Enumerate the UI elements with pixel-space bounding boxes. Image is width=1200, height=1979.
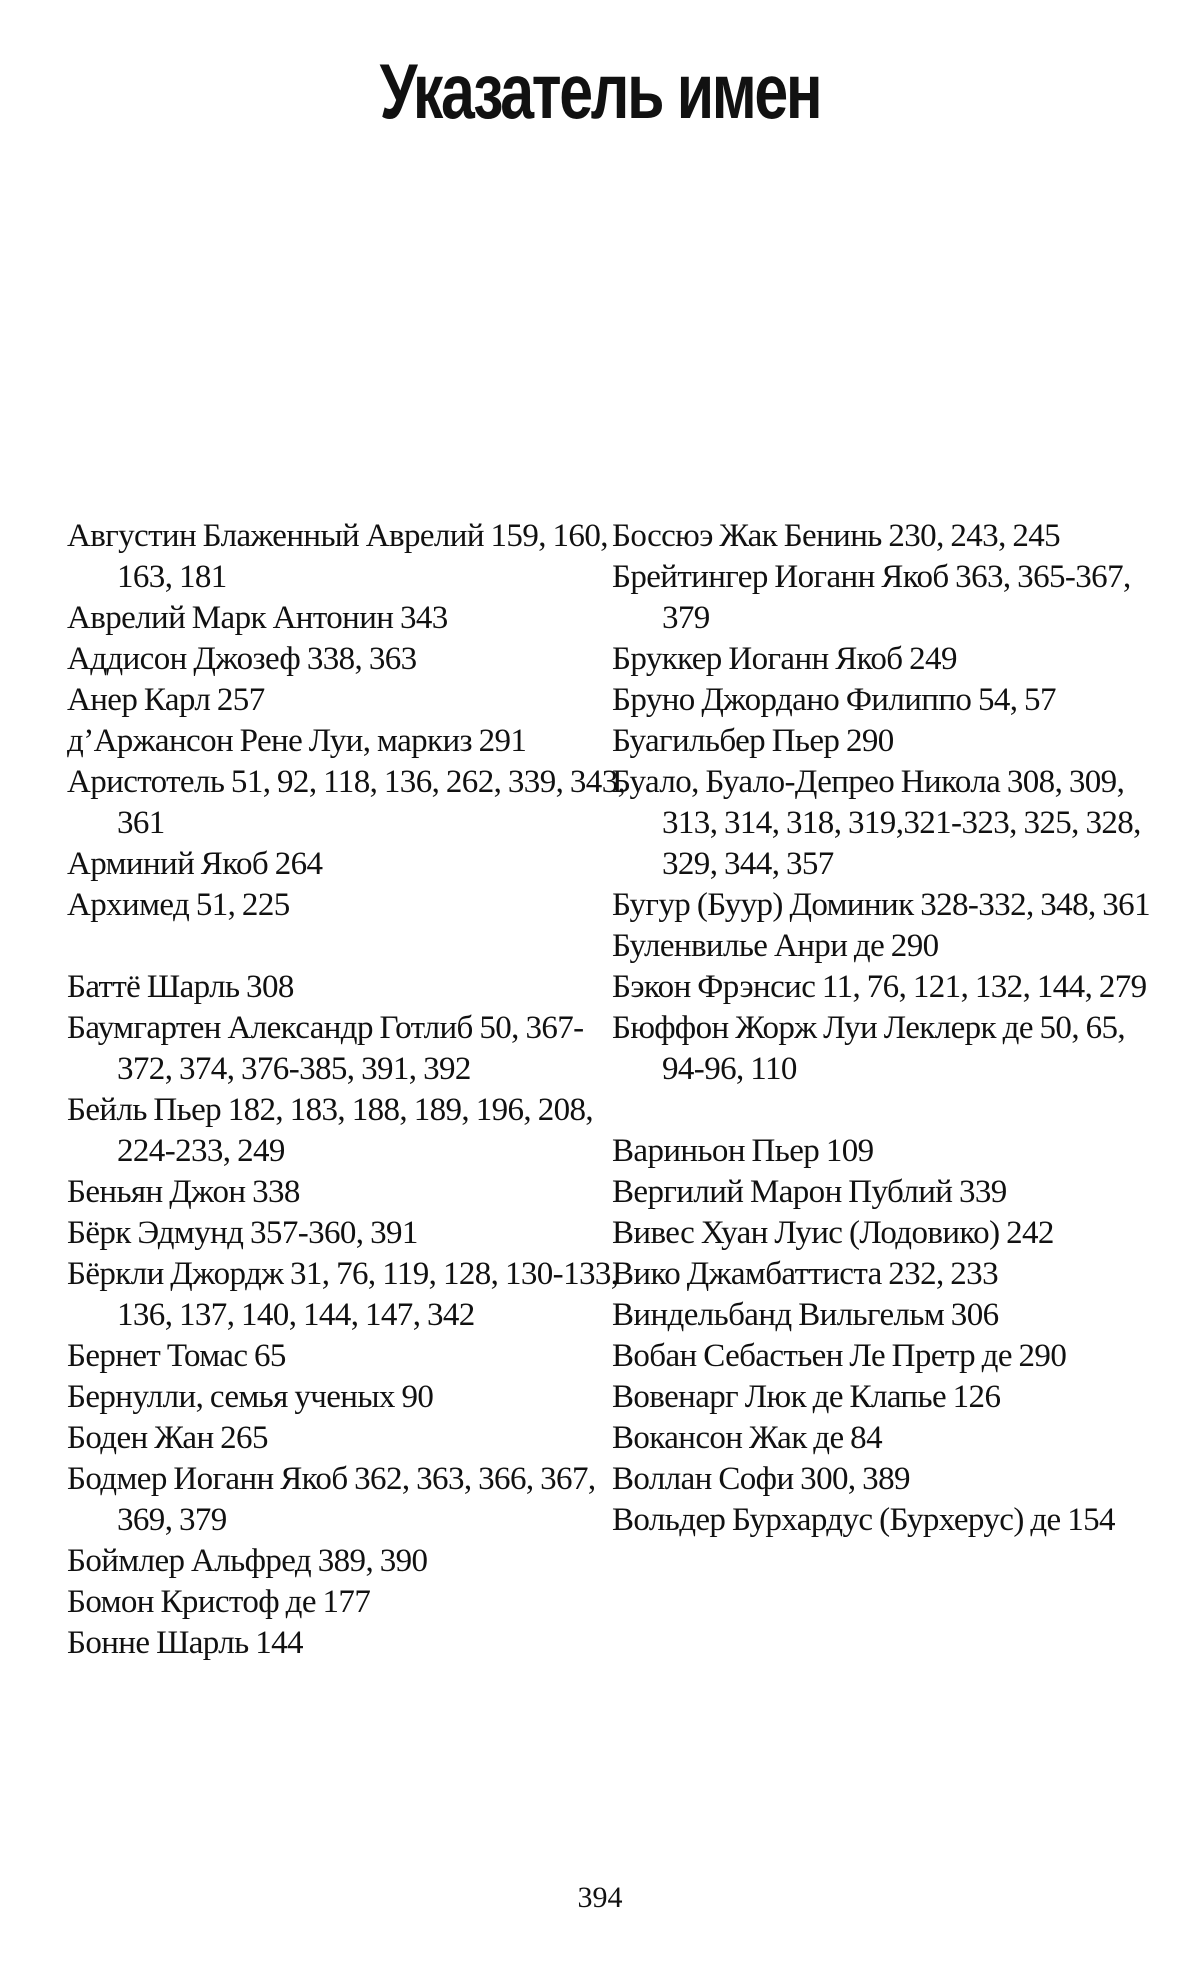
index-entry: Бодмер Иоганн Якоб 362, 363, 366, 367, 369, 379 (67, 1461, 596, 1538)
index-entry: Архимед 51, 225 (67, 887, 290, 923)
index-column-right (612, 516, 1172, 1541)
index-entry: Бёрк Эдмунд 357-360, 391 (67, 1215, 418, 1251)
index-entry: Анер Карл 257 (67, 682, 265, 718)
index-entry: Вокансон Жак де 84 (612, 1420, 882, 1456)
index-entry: Бруккер Иоганн Якоб 249 (612, 641, 957, 677)
index-entry: Аврелий Марк Антонин 343 (67, 600, 448, 636)
index-entry: Боймлер Альфред 389, 390 (67, 1543, 428, 1579)
index-entry: Аддисон Джозеф 338, 363 (67, 641, 417, 677)
index-entry: Аристотель 51, 92, 118, 136, 262, 339, 343, 361 (67, 764, 626, 841)
index-entry: Боден Жан 265 (67, 1420, 268, 1456)
index-entry: Вико Джамбаттиста 232, 233 (612, 1256, 998, 1292)
index-entry: Буагильбер Пьер 290 (612, 723, 894, 759)
index-entry: Воллан Софи 300, 389 (612, 1461, 910, 1497)
index-entry: Вовенарг Люк де Клапье 126 (612, 1379, 1001, 1415)
index-entry: Бомон Кристоф де 177 (67, 1584, 371, 1620)
index-entry: Арминий Якоб 264 (67, 846, 323, 882)
index-entry: Вивес Хуан Луис (Лодовико) 242 (612, 1215, 1054, 1251)
page-number: 394 (577, 1881, 623, 1914)
index-entry: Бюффон Жорж Луи Леклерк де 50, 65, 94-96, 110 (612, 1010, 1126, 1087)
index-entry: Баттё Шарль 308 (67, 969, 294, 1005)
index-entry: Боссюэ Жак Бенинь 230, 243, 245 (612, 518, 1061, 554)
index-entry: Вергилий Марон Публий 339 (612, 1174, 1007, 1210)
index-entry: Бейль Пьер 182, 183, 188, 189, 196, 208, 224-233, 249 (67, 1092, 594, 1169)
index-entry: Бугур (Буур) Доминик 328-332, 348, 361 (612, 887, 1150, 923)
index-entry: Бёркли Джордж 31, 76, 119, 128, 130-133, 136, 137, 140, 144, 147, 342 (67, 1256, 619, 1333)
page-title: Указатель имен (379, 47, 821, 135)
index-entry: Вольдер Бурхардус (Бурхерус) де 154 (612, 1502, 1115, 1538)
index-entry: Вариньон Пьер 109 (612, 1133, 874, 1169)
index-entry: Брейтингер Иоганн Якоб 363, 365-367, 379 (612, 559, 1131, 636)
index-entry: Бонне Шарль 144 (67, 1625, 303, 1661)
index-entry: Виндельбанд Вильгельм 306 (612, 1297, 999, 1333)
index-entry: д’Аржансон Рене Луи, маркиз 291 (67, 723, 527, 759)
index-entry: Беньян Джон 338 (67, 1174, 300, 1210)
index-entry: Бернет Томас 65 (67, 1338, 286, 1374)
index-entry: Буало, Буало-Депрео Никола 308, 309, 313, 314, 318, 319,321-323, 325, 328, 329, 344, 357 (612, 764, 1141, 882)
index-entry: Бэкон Фрэнсис 11, 76, 121, 132, 144, 279 (612, 969, 1147, 1005)
index-entry: Августин Блаженный Аврелий 159, 160, 163, 181 (67, 518, 608, 595)
index-entry: Бруно Джордано Филиппо 54, 57 (612, 682, 1056, 718)
index-column-left (67, 516, 627, 1664)
index-entry: Буленвилье Анри де 290 (612, 928, 939, 964)
index-entry: Бернулли, семья ученых 90 (67, 1379, 434, 1415)
index-entry: Вобан Себастьен Ле Претр де 290 (612, 1338, 1067, 1374)
index-entry: Баумгартен Александр Готлиб 50, 367-372, 374, 376-385, 391, 392 (67, 1010, 584, 1087)
